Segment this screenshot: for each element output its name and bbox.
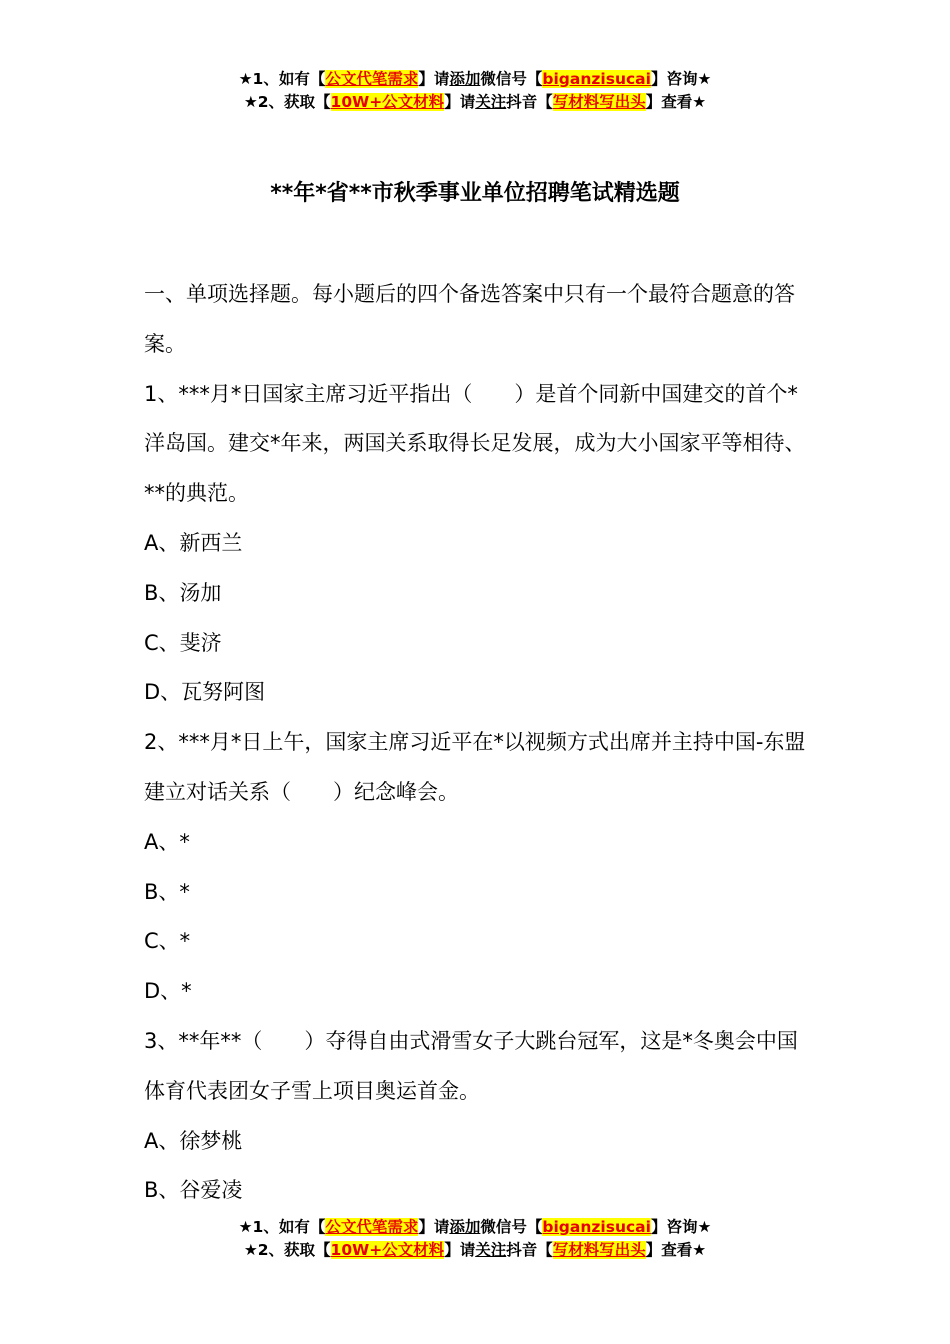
banner-underline: 添加 — [449, 1218, 481, 1236]
banner-text: 】查看★ — [645, 1241, 707, 1259]
answer-option: C、斐济 — [144, 630, 222, 655]
banner-line-1 — [0, 68, 950, 91]
banner-highlight: 10W+公文材料 — [330, 93, 445, 111]
banner-text: 微信号【 — [480, 70, 543, 88]
banner-text: 】查看★ — [645, 93, 707, 111]
banner-highlight: 公文代笔需求 — [325, 1218, 419, 1236]
answer-option: A、* — [144, 829, 190, 854]
banner-text: ★2、获取【 — [243, 1241, 331, 1259]
banner-highlight: biganzisucai — [542, 70, 651, 88]
banner-underline: 关注 — [475, 1241, 507, 1259]
header-banner — [0, 68, 950, 114]
banner-underline: 添加 — [449, 70, 481, 88]
footer-banner — [0, 1216, 950, 1262]
answer-option: C、* — [144, 929, 191, 954]
banner-text: ★1、如有【 — [238, 70, 326, 88]
banner-text: ★2、获取【 — [243, 93, 331, 111]
question-stem: 1、***月*日国家主席习近平指出（ ）是首个同新中国建交的首个*洋岛国。建交*年来，两国关系取得长足发展，成为大小国家平等相待、**的典范。 — [144, 381, 806, 506]
banner-highlight: biganzisucai — [542, 1218, 651, 1236]
banner-text: 抖音【 — [506, 93, 553, 111]
answer-option: B、谷爱凌 — [144, 1178, 243, 1203]
banner-line-2 — [0, 91, 950, 114]
answer-option: D、* — [144, 979, 192, 1004]
banner-text: ★1、如有【 — [238, 1218, 326, 1236]
banner-highlight: 公文代笔需求 — [325, 70, 419, 88]
banner-highlight: 写材料写出头 — [552, 1241, 646, 1259]
answer-option: B、汤加 — [144, 580, 222, 605]
answer-option: A、新西兰 — [144, 530, 243, 555]
banner-text: 】请 — [444, 93, 476, 111]
banner-line-2 — [0, 1239, 950, 1262]
question-stem: 3、**年**（ ）夺得自由式滑雪女子大跳台冠军，这是*冬奥会中国体育代表团女子雪上项目奥运首金。 — [144, 1028, 798, 1103]
banner-text: 】咨询★ — [650, 1218, 712, 1236]
document-title: **年*省**市秋季事业单位招聘笔试精选题 — [270, 181, 680, 206]
question-stem: 2、***月*日上午，国家主席习近平在*以视频方式出席并主持中国-东盟建立对话关系（ ）纪念峰会。 — [144, 730, 806, 804]
banner-text: 】咨询★ — [650, 70, 712, 88]
answer-option: D、瓦努阿图 — [144, 680, 266, 705]
section-heading: 一、单项选择题。每小题后的四个备选答案中只有一个最符合题意的答案。 — [144, 282, 795, 356]
answer-option: A、徐梦桃 — [144, 1128, 243, 1153]
banner-underline: 关注 — [475, 93, 507, 111]
banner-text: 】请 — [418, 1218, 450, 1236]
banner-highlight: 10W+公文材料 — [330, 1241, 445, 1259]
document-body — [144, 270, 810, 1216]
banner-line-1 — [0, 1216, 950, 1239]
banner-text: 】请 — [444, 1241, 476, 1259]
banner-highlight: 写材料写出头 — [552, 93, 646, 111]
banner-text: 】请 — [418, 70, 450, 88]
banner-text: 抖音【 — [506, 1241, 553, 1259]
banner-text: 微信号【 — [480, 1218, 543, 1236]
answer-option: B、* — [144, 879, 190, 904]
